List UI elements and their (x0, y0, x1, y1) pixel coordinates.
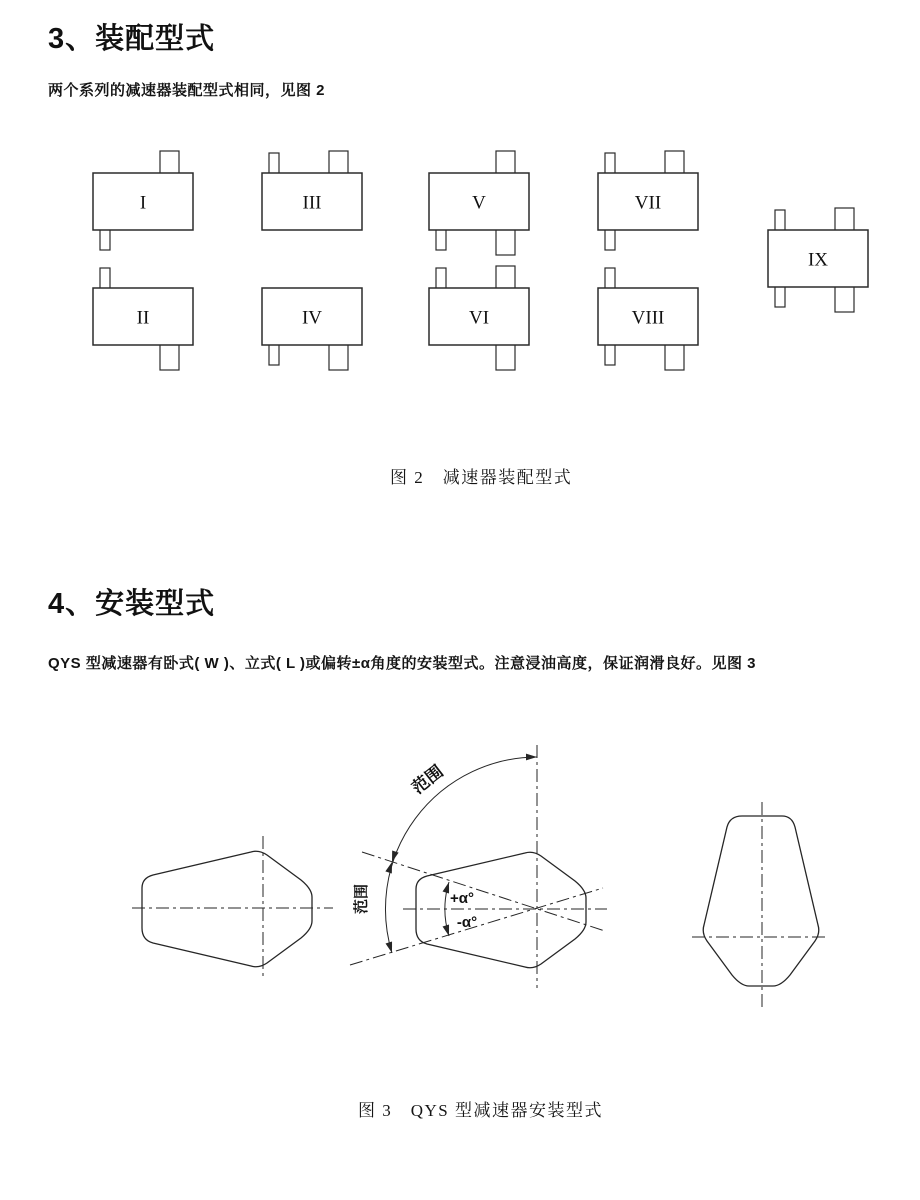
shaft-tab-bottom-left-small (100, 228, 110, 250)
figure3-diagram (132, 745, 828, 1010)
section-4-title: 4、安装型式 (48, 588, 216, 620)
figure3-caption: 图 3 QYS 型减速器安装型式 (358, 1101, 604, 1120)
shaft-tab-top-left-small (605, 153, 615, 175)
shaft-tab-top-left-small (436, 268, 446, 290)
minus-alpha-label: -α° (456, 914, 478, 931)
range-label-left: 范围 (353, 883, 370, 915)
shaft-tab-top-right-large (496, 151, 515, 175)
assembly-unit-label: IV (301, 307, 323, 329)
shaft-tab-bottom-left-small (605, 343, 615, 365)
shaft-tab-bottom-right-large (835, 285, 854, 312)
shaft-tab-bottom-right-large (665, 343, 684, 370)
assembly-unit-label: II (136, 307, 150, 329)
assembly-unit-VIII (598, 268, 698, 370)
shaft-tab-top-left-small (605, 268, 615, 290)
figure3-labels (352, 762, 477, 931)
shaft-tab-bottom-right-large (496, 228, 515, 255)
reducer-outlines (142, 816, 819, 986)
shaft-tab-bottom-left-small (605, 228, 615, 250)
centerlines (132, 745, 828, 1010)
shaft-tab-top-left-small (100, 268, 110, 290)
figure2-caption: 图 2 减速器装配型式 (390, 468, 573, 487)
section-3-title: 3、装配型式 (48, 23, 216, 55)
assembly-unit-I (93, 151, 193, 250)
shaft-tab-bottom-right-large (329, 343, 348, 370)
assembly-unit-VII (598, 151, 698, 250)
section-4-body: QYS 型减速器有卧式( W )、立式( L )或偏转±α角度的安装型式。注意浸油高度，保证润滑良好。见图 3 (48, 655, 757, 672)
shaft-tab-bottom-left-small (775, 285, 785, 307)
assembly-unit-label: V (472, 192, 486, 214)
shaft-tab-top-right-large (160, 151, 179, 175)
reducer-outline-horizontal (142, 851, 312, 967)
assembly-unit-label: I (139, 192, 147, 214)
assembly-unit-III (262, 151, 362, 230)
assembly-unit-label: VIII (631, 307, 665, 329)
shaft-tab-bottom-right-large (160, 343, 179, 370)
shaft-tab-top-right-large (329, 151, 348, 175)
shaft-tab-top-left-small (775, 210, 785, 232)
assembly-unit-label: VII (634, 192, 662, 214)
arrowhead (386, 941, 396, 954)
reducer-outline-vertical (703, 816, 819, 986)
assembly-unit-II (93, 268, 193, 370)
shaft-tab-top-right-large (665, 151, 684, 175)
assembly-unit-VI (429, 266, 529, 370)
shaft-tab-bottom-left-small (269, 343, 279, 365)
shaft-tab-top-left-small (269, 153, 279, 175)
assembly-unit-IX (768, 208, 868, 312)
reducer-outline-tilted (416, 852, 586, 968)
shaft-tab-bottom-right-large (496, 343, 515, 370)
assembly-unit-label: VI (468, 307, 490, 329)
assembly-unit-label: III (302, 192, 322, 214)
tilt-axis-upper (362, 852, 605, 931)
shaft-tab-bottom-left-small (436, 228, 446, 250)
arrowhead (526, 754, 537, 761)
section-3-body: 两个系列的减速器装配型式相同，见图 2 (48, 82, 326, 99)
assembly-unit-V (429, 151, 529, 255)
plus-alpha-label: +α° (450, 890, 474, 907)
assembly-unit-IV (262, 288, 362, 370)
range-label-top: 范围 (408, 761, 447, 798)
assembly-unit-label: IX (807, 249, 829, 271)
shaft-tab-top-right-large (496, 266, 515, 290)
figure2-diagram (93, 151, 868, 370)
shaft-tab-top-right-large (835, 208, 854, 232)
